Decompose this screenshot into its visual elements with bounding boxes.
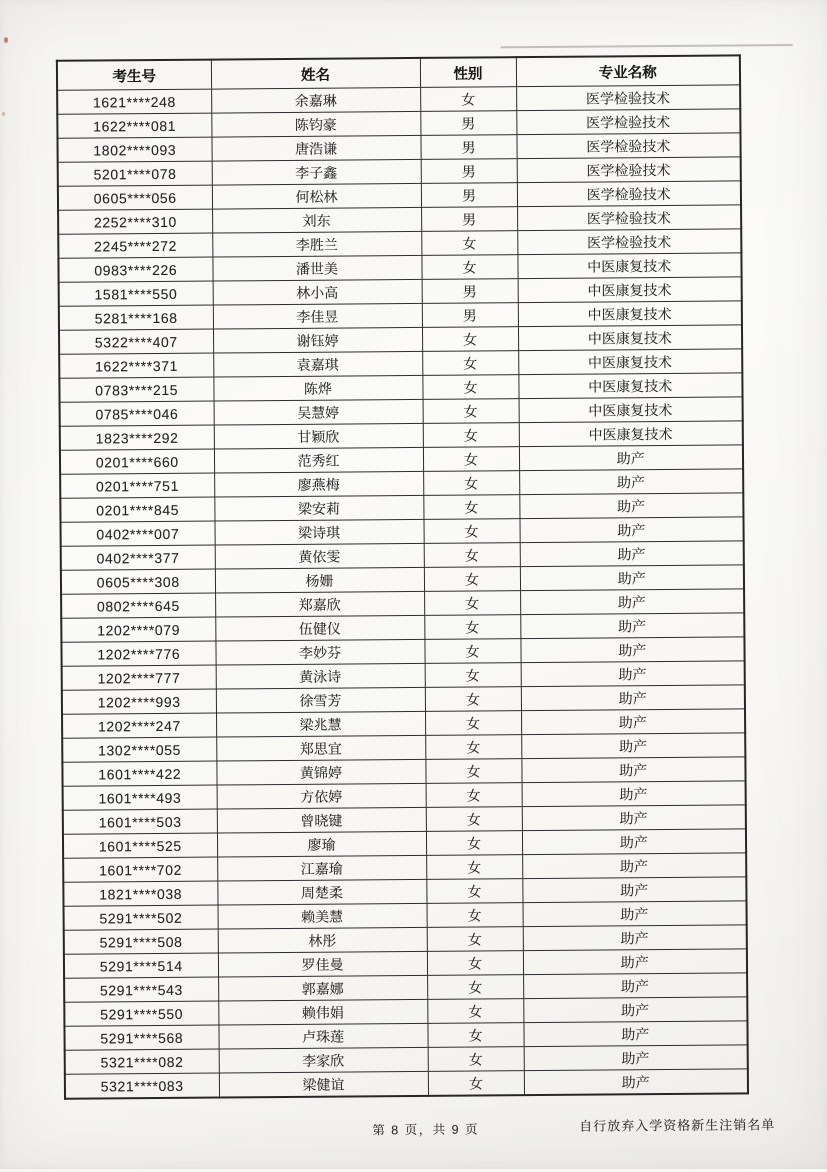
gender-cell: 女 [420,87,516,112]
name-cell: 林彤 [218,927,427,953]
candidate-id-cell: 1601****422 [62,761,216,786]
candidate-id-cell: 0402****007 [61,521,215,546]
candidate-id-cell: 1802****093 [57,137,211,162]
gender-cell: 男 [422,303,518,328]
major-cell: 助产 [523,973,747,999]
name-cell: 廖瑜 [217,831,426,857]
gender-cell: 女 [427,975,523,1000]
name-cell: 廖燕梅 [214,471,423,497]
major-cell: 医学检验技术 [516,109,740,135]
gender-cell: 女 [423,495,519,520]
gender-cell: 女 [421,255,517,280]
major-cell: 助产 [522,829,746,855]
name-cell: 甘颖欣 [214,423,423,449]
name-cell: 徐雪芳 [216,687,425,713]
gender-cell: 女 [426,831,522,856]
gender-cell: 女 [426,783,522,808]
major-cell: 助产 [522,805,746,831]
name-cell: 李胜兰 [212,231,421,257]
gender-cell: 女 [428,1071,524,1096]
candidate-id-cell: 5322****407 [59,329,213,354]
major-cell: 助产 [520,589,744,615]
table-row [65,1069,748,1099]
candidate-id-cell: 5291****508 [64,929,218,954]
major-cell: 助产 [521,709,745,735]
name-cell: 伍健仪 [215,615,424,641]
candidate-id-cell: 1202****247 [62,713,216,738]
gender-cell: 男 [421,183,517,208]
name-cell: 陈钧豪 [211,111,420,137]
name-cell: 谢钰婷 [213,327,422,353]
gender-cell: 女 [427,999,523,1024]
gender-cell: 男 [422,279,518,304]
gender-cell: 女 [425,735,521,760]
scan-speck [4,37,8,43]
name-cell: 周楚柔 [217,879,426,905]
major-cell: 中医康复技术 [519,421,743,447]
page-indicator: 第 8 页，共 9 页 [372,1122,480,1138]
name-cell: 江嘉瑜 [217,855,426,881]
major-cell: 助产 [520,541,744,567]
name-cell: 曾晓键 [217,807,426,833]
name-cell: 郭嘉娜 [218,975,427,1001]
name-cell: 黄依雯 [215,543,424,569]
gender-cell: 女 [427,903,523,928]
candidate-id-cell: 2245****272 [58,233,212,258]
major-cell: 助产 [521,757,745,783]
gender-cell: 女 [427,951,523,976]
major-cell: 助产 [523,949,747,975]
major-cell: 医学检验技术 [517,157,741,183]
major-cell: 助产 [523,925,747,951]
col-header-name: 姓名 [211,58,420,89]
candidate-id-cell: 0201****660 [60,449,214,474]
major-cell: 助产 [519,517,743,543]
major-cell: 助产 [521,661,745,687]
name-cell: 林小高 [213,279,422,305]
candidate-id-cell: 5291****568 [64,1025,218,1050]
candidate-id-cell: 0201****845 [60,497,214,522]
name-cell: 李子鑫 [212,159,421,185]
gender-cell: 女 [427,1023,523,1048]
major-cell: 助产 [521,733,745,759]
gender-cell: 女 [424,543,520,568]
major-cell: 医学检验技术 [516,85,740,111]
candidate-id-cell: 1581****550 [59,281,213,306]
major-cell: 中医康复技术 [519,397,743,423]
name-cell: 潘世美 [212,255,421,281]
candidate-id-cell: 0983****226 [58,257,212,282]
candidate-id-cell: 0605****056 [58,185,212,210]
major-cell: 助产 [524,1045,748,1071]
major-cell: 助产 [522,853,746,879]
major-cell: 中医康复技术 [518,373,742,399]
major-cell: 助产 [523,1021,747,1047]
gender-cell: 女 [423,399,519,424]
name-cell: 吴慧婷 [214,399,423,425]
gender-cell: 男 [420,111,516,136]
gender-cell: 女 [424,639,520,664]
candidate-id-cell: 1202****993 [62,689,216,714]
candidate-id-cell: 1202****777 [62,665,216,690]
gender-cell: 女 [422,375,518,400]
name-cell: 郑思宜 [216,735,425,761]
candidate-id-cell: 5291****550 [64,1001,218,1026]
name-cell: 袁嘉琪 [213,351,422,377]
major-cell: 助产 [523,901,747,927]
gender-cell: 女 [424,567,520,592]
candidate-id-cell: 1823****292 [60,425,214,450]
candidate-id-cell: 1302****055 [62,737,216,762]
candidate-id-cell: 5291****514 [64,953,218,978]
name-cell: 陈烨 [213,375,422,401]
candidate-id-cell: 0802****645 [61,593,215,618]
major-cell: 助产 [519,445,743,471]
major-cell: 中医康复技术 [518,301,742,327]
candidate-id-cell: 5281****168 [59,305,213,330]
candidate-id-cell: 1601****702 [63,857,217,882]
candidate-id-cell: 1821****038 [63,881,217,906]
gender-cell: 女 [428,1047,524,1072]
major-cell: 中医康复技术 [518,349,742,375]
col-header-major: 专业名称 [516,55,740,86]
candidate-id-cell: 0605****308 [61,569,215,594]
col-header-candidate-id: 考生号 [57,60,211,91]
candidate-id-cell: 0785****046 [60,401,214,426]
name-cell: 范秀红 [214,447,423,473]
major-cell: 助产 [520,565,744,591]
major-cell: 中医康复技术 [518,277,742,303]
major-cell: 助产 [524,1069,748,1095]
name-cell: 卢珠莲 [218,1023,427,1049]
col-header-gender: 性别 [420,57,516,87]
candidate-id-cell: 2252****310 [58,209,212,234]
major-cell: 助产 [522,877,746,903]
gender-cell: 女 [427,927,523,952]
candidate-id-cell: 5291****502 [64,905,218,930]
scan-artifact-line [501,44,793,48]
major-cell: 助产 [520,637,744,663]
name-cell: 梁安莉 [214,495,423,521]
gender-cell: 女 [422,351,518,376]
candidate-id-cell: 1621****248 [57,89,211,114]
gender-cell: 女 [421,231,517,256]
major-cell: 中医康复技术 [517,253,741,279]
name-cell: 刘东 [212,207,421,233]
gender-cell: 女 [424,591,520,616]
gender-cell: 女 [425,663,521,688]
candidate-id-cell: 1202****776 [61,641,215,666]
name-cell: 李家欣 [219,1047,428,1073]
gender-cell: 男 [420,135,516,160]
major-cell: 医学检验技术 [516,133,740,159]
major-cell: 中医康复技术 [518,325,742,351]
major-cell: 助产 [521,685,745,711]
major-cell: 医学检验技术 [517,229,741,255]
candidate-id-cell: 5291****543 [64,977,218,1002]
candidate-id-cell: 1601****503 [63,809,217,834]
name-cell: 何松林 [212,183,421,209]
gender-cell: 女 [426,879,522,904]
name-cell: 黄泳诗 [216,663,425,689]
gender-cell: 女 [423,447,519,472]
name-cell: 罗佳曼 [218,951,427,977]
candidate-id-cell: 5321****083 [65,1073,219,1099]
major-cell: 医学检验技术 [517,205,741,231]
gender-cell: 男 [421,159,517,184]
gender-cell: 女 [423,423,519,448]
candidate-id-cell: 5201****078 [58,161,212,186]
candidate-id-cell: 1202****079 [61,617,215,642]
scan-speck [2,112,5,116]
name-cell: 梁兆慧 [216,711,425,737]
name-cell: 梁诗琪 [214,519,423,545]
major-cell: 助产 [520,613,744,639]
candidate-id-cell: 1622****081 [57,113,211,138]
major-cell: 助产 [519,493,743,519]
major-cell: 医学检验技术 [517,181,741,207]
candidate-id-cell: 5321****082 [65,1049,219,1074]
gender-cell: 女 [423,471,519,496]
major-cell: 助产 [523,997,747,1023]
candidate-id-cell: 0783****215 [59,377,213,402]
name-cell: 方依婷 [217,783,426,809]
gender-cell: 女 [424,615,520,640]
name-cell: 余嘉琳 [211,87,420,113]
gender-cell: 女 [422,327,518,352]
name-cell: 梁健谊 [219,1071,428,1097]
gender-cell: 女 [426,855,522,880]
candidate-id-cell: 0402****377 [61,545,215,570]
name-cell: 李佳昱 [213,303,422,329]
gender-cell: 女 [425,687,521,712]
candidate-id-cell: 0201****751 [60,473,214,498]
name-cell: 李妙芬 [215,639,424,665]
candidate-id-cell: 1622****371 [59,353,213,378]
gender-cell: 女 [423,519,519,544]
gender-cell: 女 [426,807,522,832]
gender-cell: 男 [421,207,517,232]
candidate-id-cell: 1601****493 [63,785,217,810]
name-cell: 唐浩谦 [211,135,420,161]
name-cell: 黄锦婷 [216,759,425,785]
major-cell: 助产 [522,781,746,807]
gender-cell: 女 [425,759,521,784]
major-cell: 助产 [519,469,743,495]
name-cell: 赖美慧 [218,903,427,929]
name-cell: 赖伟娟 [218,999,427,1025]
name-cell: 杨姗 [215,567,424,593]
name-cell: 郑嘉欣 [215,591,424,617]
gender-cell: 女 [425,711,521,736]
student-roster-table [56,54,749,1099]
candidate-id-cell: 1601****525 [63,833,217,858]
document-title: 自行放弃入学资格新生注销名单 [579,1117,776,1134]
